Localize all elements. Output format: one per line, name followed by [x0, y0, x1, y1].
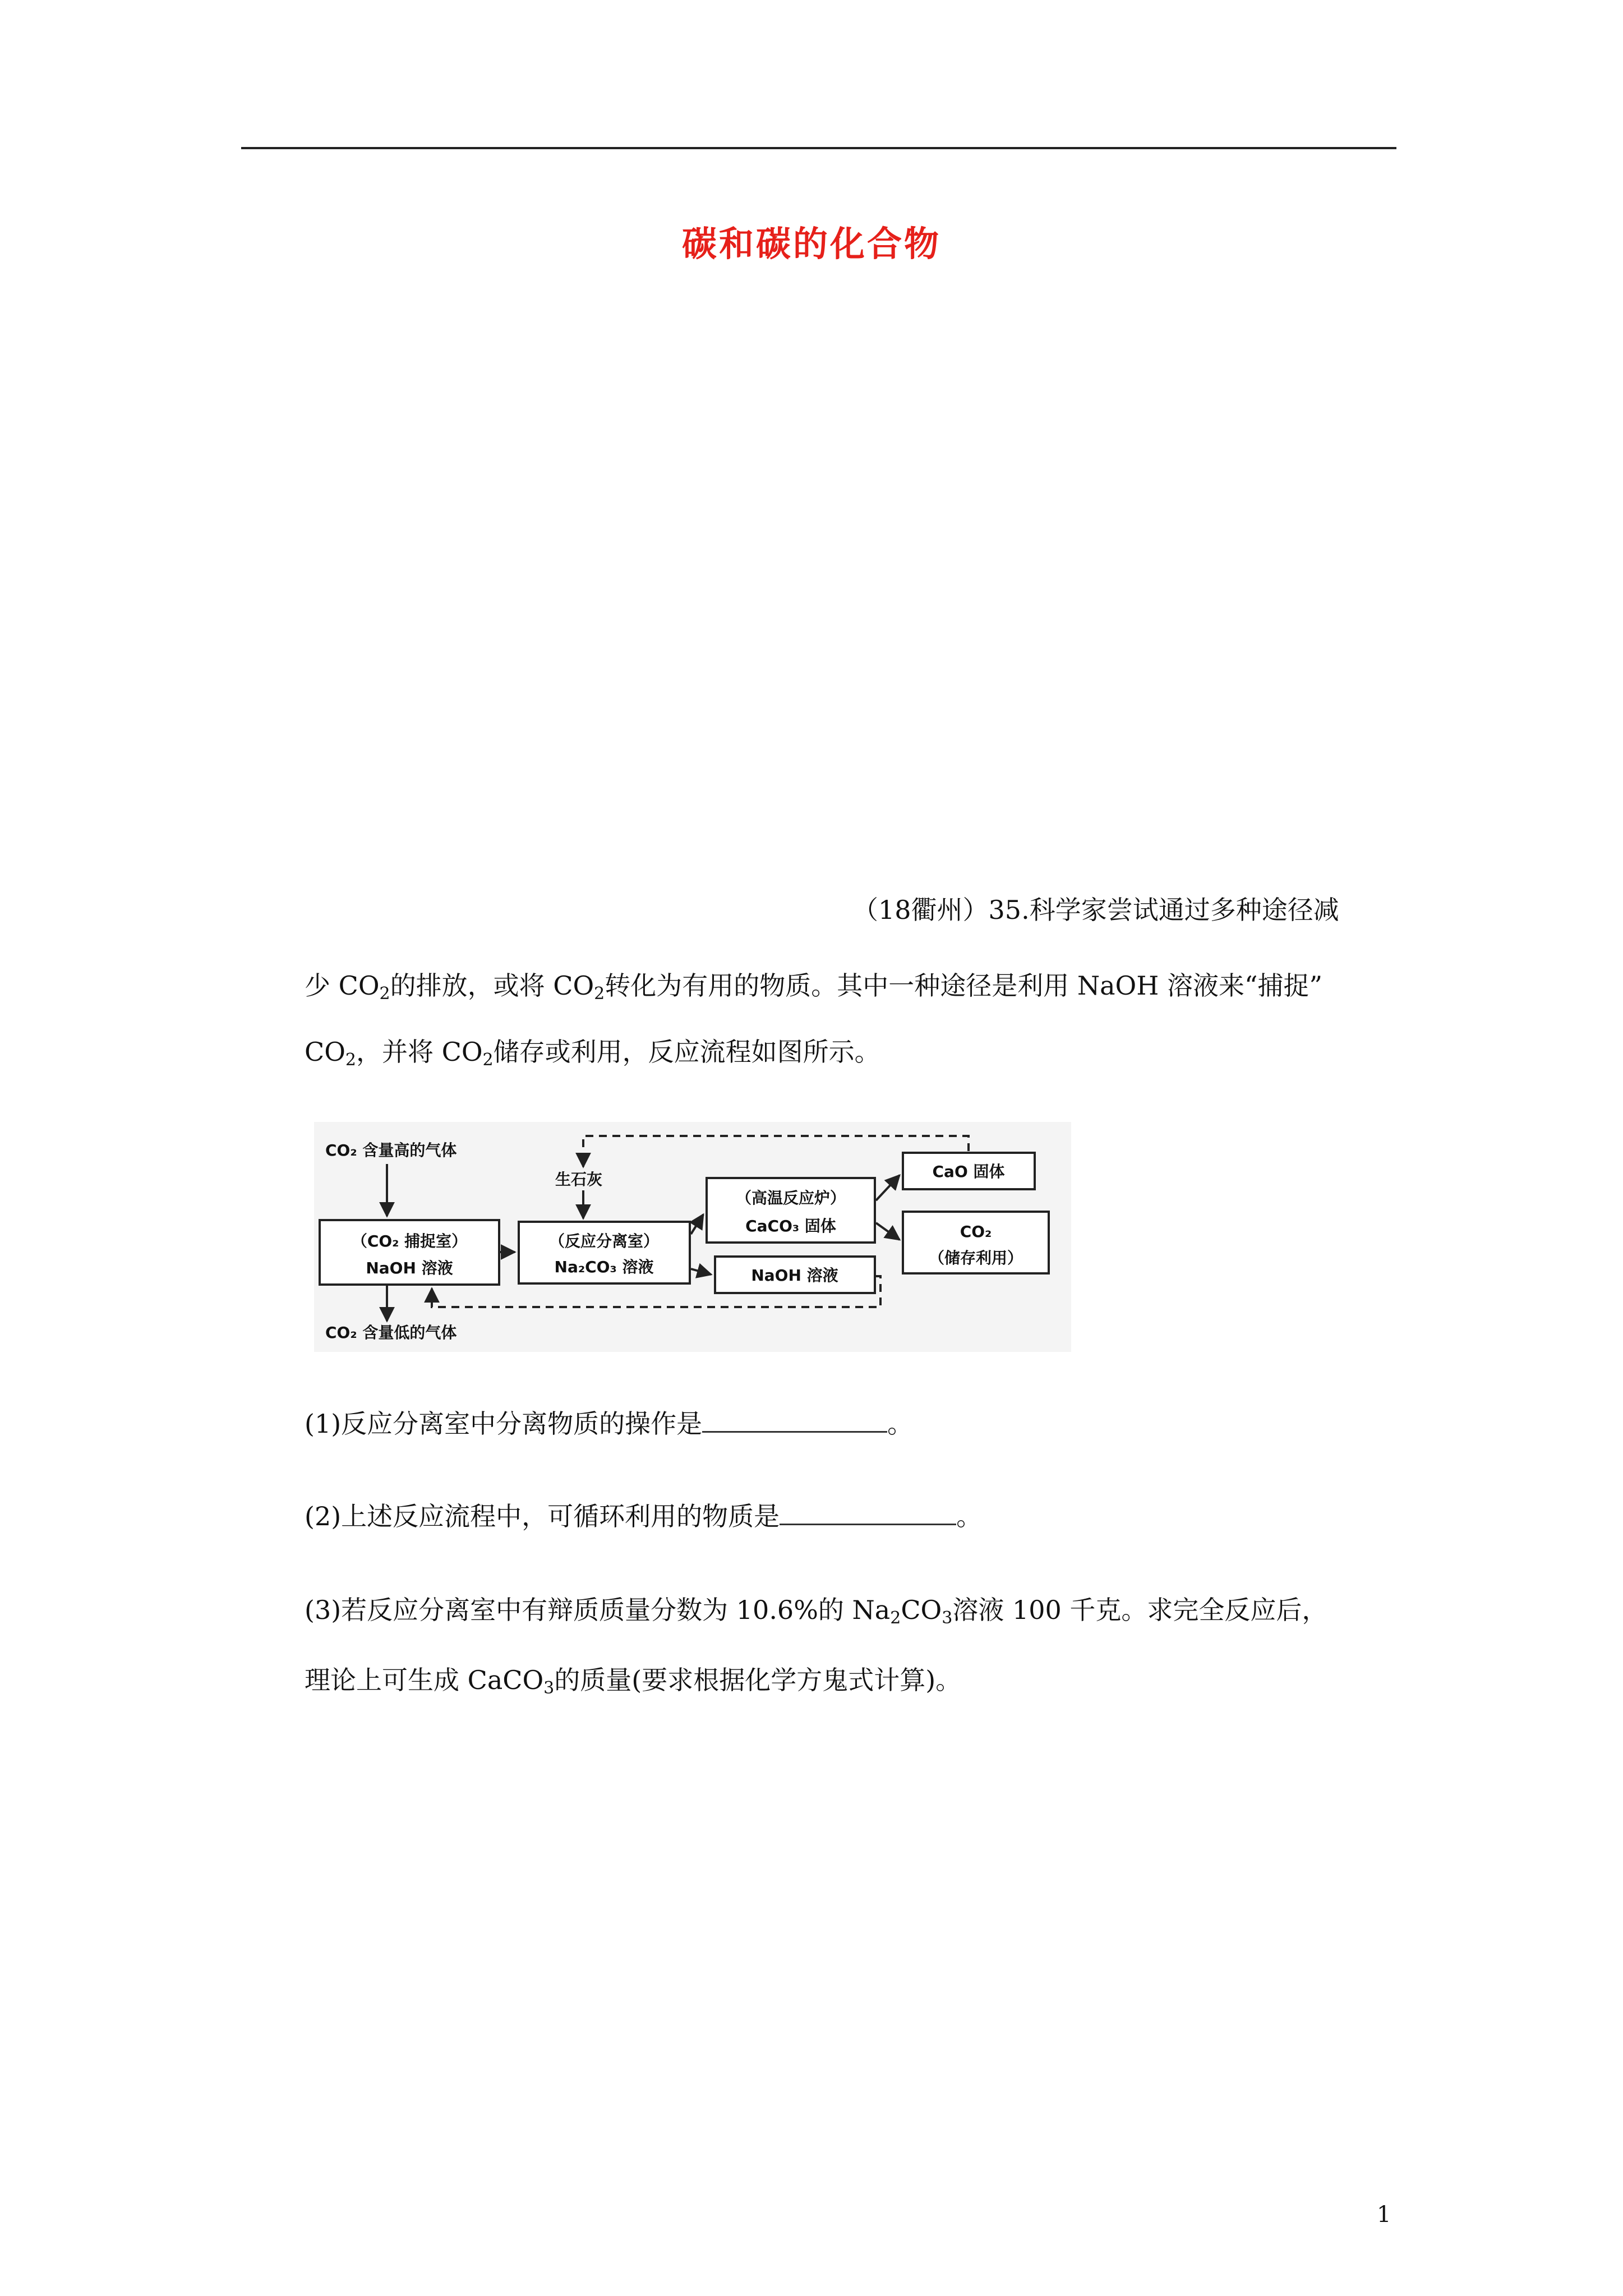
intro-line-2-a: 少 CO	[305, 970, 380, 1001]
co2-product-title: CO₂	[960, 1222, 992, 1241]
intro-line-2-b-sub: 2	[594, 984, 605, 1004]
question-1-answer-blank[interactable]	[702, 1405, 887, 1433]
question-3-line-1-sub-1: 2	[890, 1608, 901, 1628]
question-3-line-1-b: CO	[901, 1595, 942, 1625]
reaction-flow-diagram	[314, 1122, 1071, 1352]
question-1-suffix: 。	[887, 1409, 914, 1439]
intro-line-3	[305, 1035, 880, 1069]
input-gas-label: CO₂ 含量高的气体	[325, 1141, 457, 1159]
quicklime-label: 生石灰	[555, 1170, 603, 1189]
furnace-title: （高温反应炉）	[735, 1189, 846, 1207]
question-3-line-1-c: 溶液 100 千克。求完全反应后，	[952, 1595, 1328, 1625]
question-3-line-2-a: 理论上可生成 CaCO	[305, 1665, 544, 1695]
question-3-line-2	[305, 1663, 961, 1697]
intro-line-1: （18衢州）35.科学家尝试通过多种途径减	[852, 895, 1339, 925]
intro-line-2	[305, 969, 1322, 1002]
question-3-line-2-sub: 3	[543, 1678, 555, 1698]
intro-line-3-b: ，并将 CO	[356, 1037, 483, 1067]
question-3-line-1	[305, 1593, 1327, 1627]
intro-line-3-a-sub: 2	[345, 1050, 357, 1070]
co2-product-content: （储存利用）	[928, 1249, 1023, 1267]
question-3-line-1-sub-2: 3	[942, 1608, 953, 1628]
question-1	[305, 1405, 913, 1441]
intro-line-2-b: 的排放，或将 CO	[390, 970, 594, 1001]
question-2	[305, 1498, 982, 1533]
intro-line-3-c: 储存或利用，反应流程如图所示。	[493, 1037, 880, 1067]
question-2-suffix: 。	[956, 1501, 983, 1531]
separation-room-title: （反应分离室）	[548, 1232, 660, 1250]
separation-room-content: Na₂CO₃ 溶液	[554, 1258, 654, 1276]
output-gas-label: CO₂ 含量低的气体	[325, 1323, 457, 1342]
intro-line-2-c: 转化为有用的物质。其中一种途径是利用 NaOH 溶液来“捕捉”	[605, 970, 1323, 1001]
cao-solid-label: CaO 固体	[932, 1162, 1005, 1181]
capture-room-title: （CO₂ 捕捉室）	[351, 1232, 468, 1250]
furnace-content: CaCO₃ 固体	[745, 1217, 836, 1235]
intro-line-2-a-sub: 2	[379, 984, 390, 1004]
question-2-answer-blank[interactable]	[780, 1498, 956, 1525]
question-3-line-1-a: (3)若反应分离室中有辩质质量分数为 10.6%的 Na	[305, 1595, 891, 1625]
question-2-prefix: (2)上述反应流程中，可循环利用的物质是	[305, 1501, 780, 1531]
page-number: 1	[1377, 2202, 1391, 2228]
capture-room-content: NaOH 溶液	[366, 1259, 453, 1277]
question-1-prefix: (1)反应分离室中分离物质的操作是	[305, 1409, 703, 1439]
intro-line-3-b-sub: 2	[482, 1050, 494, 1070]
header-rule	[241, 147, 1396, 149]
question-3-line-2-b: 的质量(要求根据化学方鬼式计算)。	[554, 1665, 962, 1695]
document-title: 碳和碳的化合物	[681, 223, 941, 264]
naoh-solution-label: NaOH 溶液	[751, 1266, 838, 1285]
intro-line-3-a: CO	[305, 1037, 345, 1067]
